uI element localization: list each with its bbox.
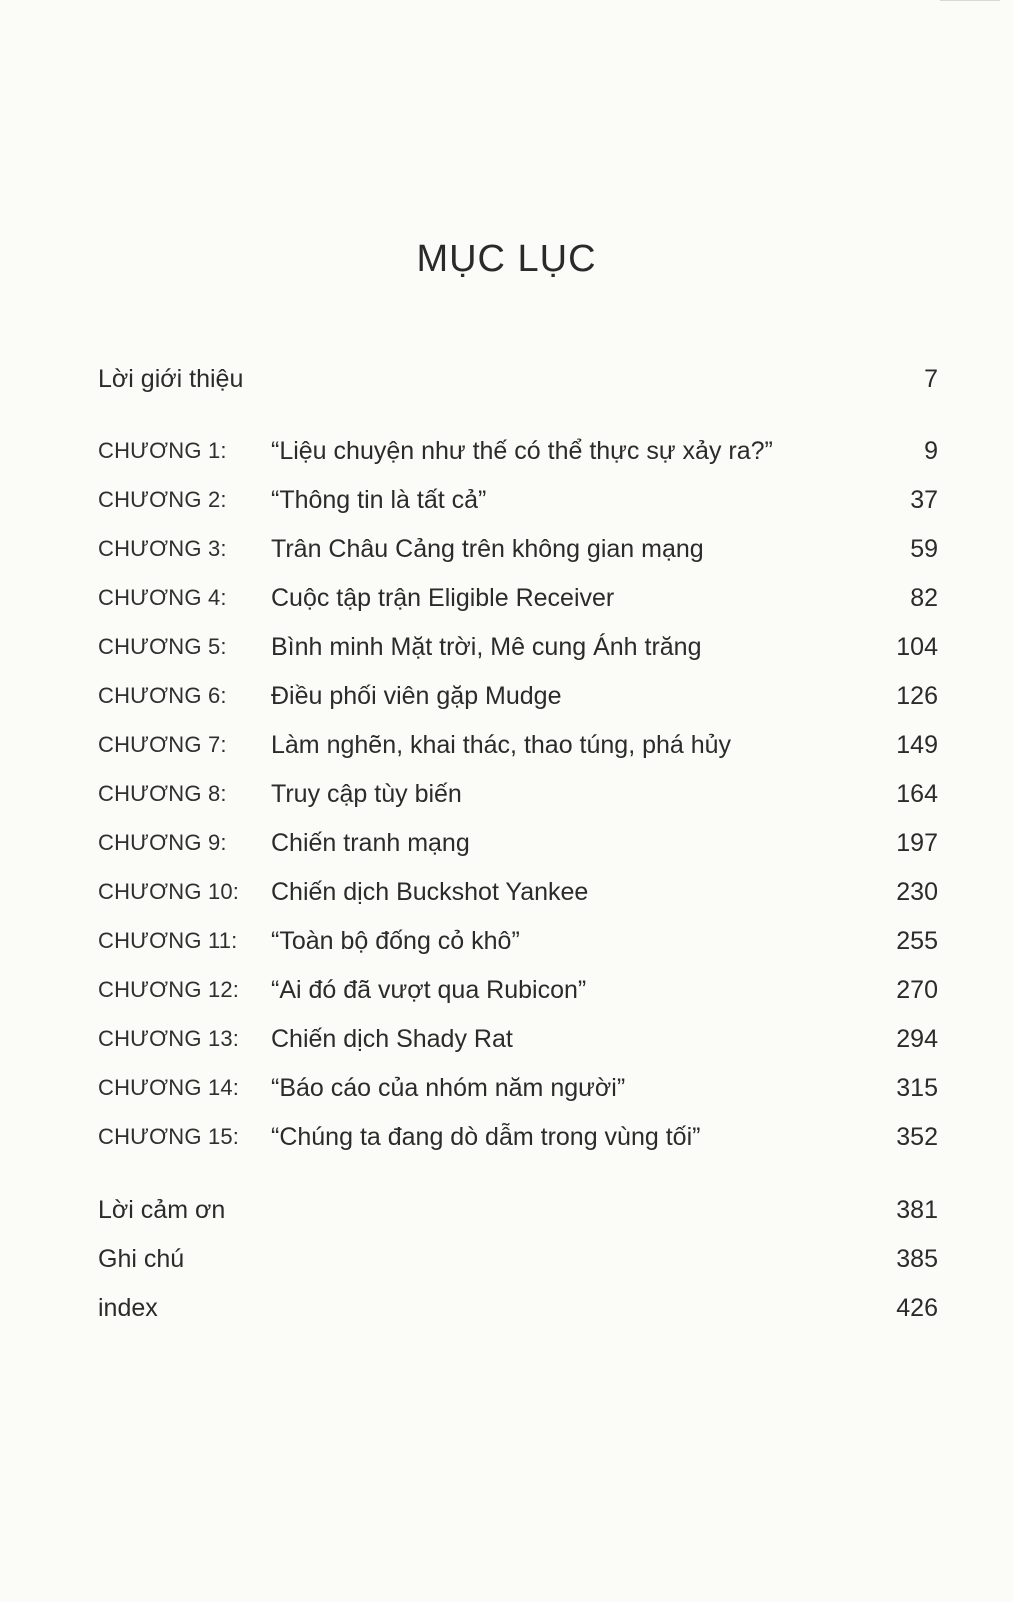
toc-entry-chapter-10[interactable] [98, 872, 938, 912]
chapter-title: “Ai đó đã vượt qua Rubicon” [271, 976, 587, 1004]
entry-page: 385 [896, 1245, 938, 1273]
chapter-page: 59 [910, 535, 938, 563]
chapter-title: “Chúng ta đang dò dẫm trong vùng tối” [271, 1123, 701, 1151]
chapter-label: CHƯƠNG 15: [98, 1124, 240, 1149]
chapter-title: Trân Châu Cảng trên không gian mạng [271, 535, 704, 563]
chapter-title: “Toàn bộ đống cỏ khô” [271, 927, 520, 955]
toc-entry-chapter-6[interactable] [98, 676, 938, 716]
toc-entry-chapter-15[interactable] [98, 1117, 938, 1157]
chapter-page: 9 [924, 437, 938, 465]
chapter-page: 230 [896, 878, 938, 906]
toc-entry-chapter-5[interactable] [98, 627, 938, 667]
toc-entry-chapter-7[interactable] [98, 725, 938, 765]
toc-entry-acknowledgements[interactable] [98, 1190, 938, 1230]
toc-entry-index[interactable] [98, 1288, 938, 1328]
toc-entry-chapter-2[interactable] [98, 480, 938, 520]
toc-entry-chapter-9[interactable] [98, 823, 938, 863]
chapter-label: CHƯƠNG 4: [98, 585, 227, 610]
chapter-label: CHƯƠNG 12: [98, 977, 240, 1002]
chapter-label: CHƯƠNG 10: [98, 879, 240, 904]
entry-page: 381 [896, 1196, 938, 1224]
toc-entry-chapter-8[interactable] [98, 774, 938, 814]
chapter-title: “Thông tin là tất cả” [271, 486, 487, 514]
chapter-label: CHƯƠNG 7: [98, 732, 227, 757]
toc-entry-chapter-1[interactable] [98, 431, 938, 471]
chapter-page: 149 [896, 731, 938, 759]
chapter-page: 82 [910, 584, 938, 612]
chapter-title: “Báo cáo của nhóm năm người” [271, 1074, 626, 1102]
chapter-label: CHƯƠNG 9: [98, 830, 227, 855]
chapter-label: CHƯƠNG 14: [98, 1075, 240, 1100]
chapter-title: Chiến dịch Buckshot Yankee [271, 878, 589, 906]
chapter-page: 37 [910, 486, 938, 514]
chapter-label: CHƯƠNG 5: [98, 634, 227, 659]
entry-title: Ghi chú [98, 1245, 185, 1273]
toc-entry-chapter-3[interactable] [98, 529, 938, 569]
chapter-title: Chiến tranh mạng [271, 829, 470, 857]
chapter-title: Bình minh Mặt trời, Mê cung Ánh trăng [271, 633, 702, 661]
chapter-title: Cuộc tập trận Eligible Receiver [271, 584, 615, 612]
toc-heading: MỤC LỤC [416, 238, 597, 280]
entry-title: index [98, 1294, 158, 1322]
chapter-page: 255 [896, 927, 938, 955]
chapter-title: “Liệu chuyện như thế có thể thực sự xảy ra?” [271, 437, 773, 465]
page-edge-mark [940, 0, 1000, 1]
chapter-title: Điều phối viên gặp Mudge [271, 682, 562, 710]
toc-entry-chapter-13[interactable] [98, 1019, 938, 1059]
chapter-page: 164 [896, 780, 938, 808]
chapter-label: CHƯƠNG 13: [98, 1026, 240, 1051]
toc-entry-notes[interactable] [98, 1239, 938, 1279]
chapter-label: CHƯƠNG 8: [98, 781, 227, 806]
toc-entry-chapter-4[interactable] [98, 578, 938, 618]
entry-page: 426 [896, 1294, 938, 1322]
toc-entry-chapter-14[interactable] [98, 1068, 938, 1108]
chapter-label: CHƯƠNG 6: [98, 683, 227, 708]
chapter-page: 126 [896, 682, 938, 710]
chapter-title: Làm nghẽn, khai thác, thao túng, phá hủy [271, 731, 732, 759]
chapter-page: 104 [896, 633, 938, 661]
entry-title: Lời giới thiệu [98, 365, 244, 393]
toc-entry-chapter-11[interactable] [98, 921, 938, 961]
chapter-page: 294 [896, 1025, 938, 1053]
entry-title: Lời cảm ơn [98, 1196, 226, 1224]
chapter-label: CHƯƠNG 11: [98, 928, 238, 953]
toc-entry-chapter-12[interactable] [98, 970, 938, 1010]
toc-entry-intro[interactable] [98, 359, 938, 399]
chapter-page: 352 [896, 1123, 938, 1151]
chapter-page: 197 [896, 829, 938, 857]
entry-page: 7 [924, 365, 938, 393]
chapter-page: 270 [896, 976, 938, 1004]
chapter-label: CHƯƠNG 3: [98, 536, 227, 561]
chapter-title: Truy cập tùy biến [271, 780, 462, 808]
chapter-label: CHƯƠNG 1: [98, 438, 227, 463]
chapter-label: CHƯƠNG 2: [98, 487, 227, 512]
chapter-title: Chiến dịch Shady Rat [271, 1025, 513, 1053]
chapter-page: 315 [896, 1074, 938, 1102]
